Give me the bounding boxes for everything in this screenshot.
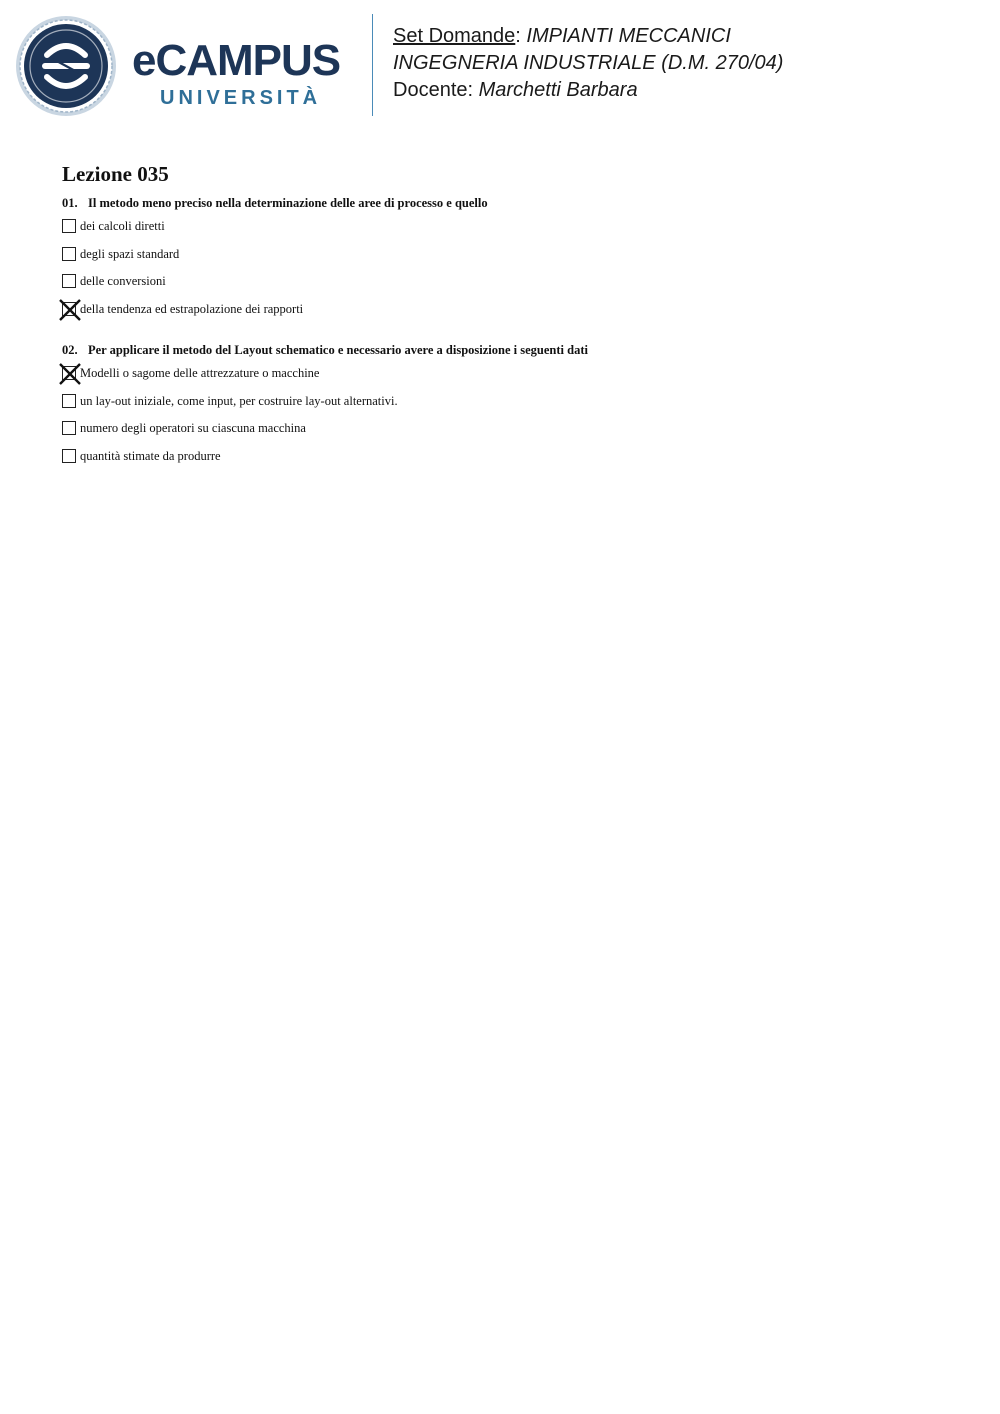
set-label: Set Domande (393, 25, 516, 47)
answer-option-label: Modelli o sagome delle attrezzature o macchine (80, 366, 320, 380)
checkbox[interactable] (62, 449, 76, 463)
teacher-name: Marchetti Barbara (478, 79, 638, 101)
answer-option[interactable] (62, 219, 942, 247)
question-list (62, 194, 942, 476)
question-number: 02. (62, 343, 78, 357)
x-mark-icon (59, 363, 81, 385)
answer-option[interactable] (62, 302, 942, 330)
answer-option[interactable] (62, 449, 942, 477)
answer-option[interactable] (62, 274, 942, 302)
brand-text: eCAMPUS (132, 36, 341, 85)
question-prompt: Per applicare il metodo del Layout schematico e necessario avere a disposizione i seguenti dati (88, 343, 588, 357)
checkbox[interactable] (62, 394, 76, 408)
answer-option[interactable] (62, 421, 942, 449)
answer-option-label: della tendenza ed estrapolazione dei rapporti (80, 301, 304, 316)
checkbox[interactable] (62, 274, 76, 288)
answer-option-label: degli spazi standard (80, 246, 180, 261)
answer-option[interactable] (62, 366, 942, 394)
checked-checkbox[interactable] (62, 366, 76, 380)
ecampus-seal-logo (15, 15, 117, 117)
answer-option-label: dei calcoli diretti (80, 219, 165, 233)
answer-option[interactable] (62, 394, 942, 422)
teacher-label: Docente: (393, 79, 479, 101)
answer-option-label: delle conversioni (80, 274, 166, 288)
x-mark-icon (59, 299, 81, 321)
question-prompt: Il metodo meno preciso nella determinazione delle aree di processo e quello (88, 196, 488, 210)
checkbox[interactable] (62, 247, 76, 261)
answer-option-label: quantità stimate da produrre (80, 448, 221, 463)
course-name: IMPIANTI MECCANICI (526, 25, 731, 47)
question-block (62, 341, 942, 476)
checkbox[interactable] (62, 219, 76, 233)
question-text (62, 341, 942, 359)
checked-checkbox[interactable] (62, 302, 76, 316)
answer-option-label: numero degli operatori su ciascuna macchina (80, 421, 306, 435)
set-colon: : (515, 25, 527, 47)
lesson-title: Lezione 035 (62, 162, 169, 186)
brand-subtext: UNIVERSITÀ (160, 87, 322, 109)
question-block (62, 194, 942, 329)
header-info (393, 23, 783, 104)
header-teacher-line (393, 77, 783, 104)
checkbox[interactable] (62, 421, 76, 435)
degree-name: INGEGNERIA INDUSTRIALE (D.M. 270/04) (393, 52, 784, 74)
header-divider (372, 14, 373, 116)
ecampus-wordmark (132, 36, 362, 114)
quiz-content (62, 160, 942, 488)
answer-option[interactable] (62, 247, 942, 275)
question-text (62, 194, 942, 212)
question-number: 01. (62, 196, 78, 210)
page-header (0, 0, 1000, 130)
answer-option-label: un lay-out iniziale, come input, per costruire lay-out alternativi. (80, 393, 398, 408)
header-course-line (393, 23, 783, 50)
